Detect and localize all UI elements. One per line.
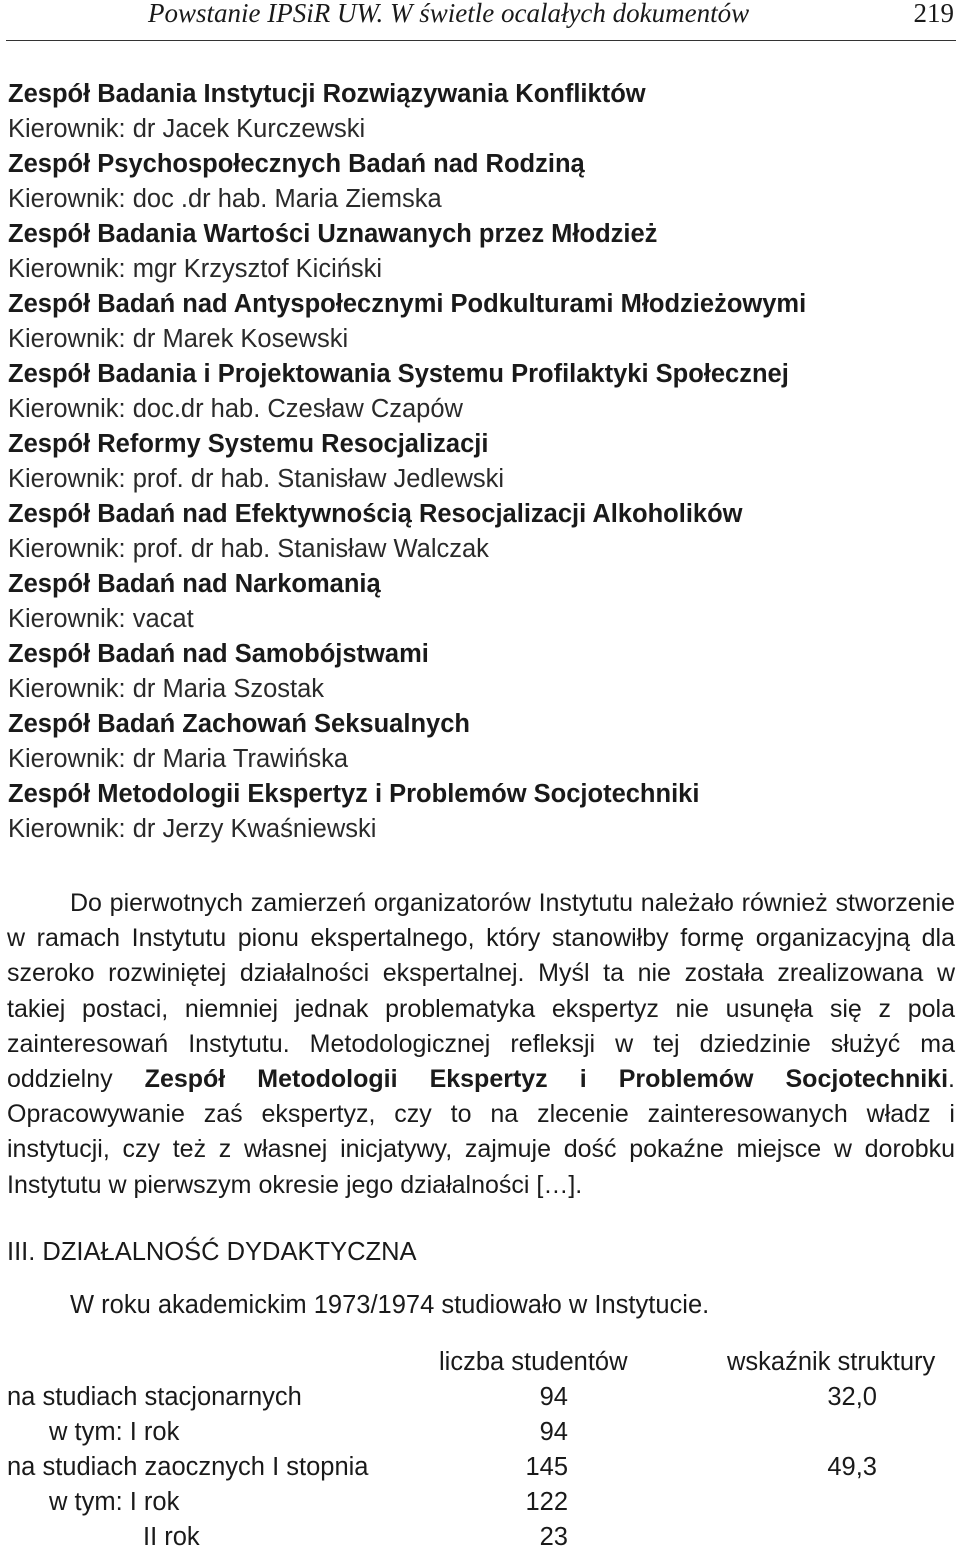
team-item (8, 707, 956, 777)
row-index: 32,0 (827, 1383, 877, 1411)
team-item (8, 637, 956, 707)
row-label: na studiach zaocznych I stopnia (7, 1453, 369, 1481)
team-head: Kierownik: prof. dr hab. Stanisław Walczak (8, 535, 489, 563)
table-row (0, 1450, 960, 1485)
team-name: Zespół Badań nad Narkomanią (8, 570, 381, 598)
team-head: Kierownik: vacat (8, 605, 194, 633)
team-head: Kierownik: dr Marek Kosewski (8, 325, 349, 353)
table-row (0, 1520, 960, 1555)
page-header (0, 0, 960, 40)
paragraph-text-after: . Opracowywanie zaś ekspertyz, czy to na zlecenie zainteresowanych władz i instytucji, czy też z własnej inicjatywy, zajmuje dość pokaźne miejsce w dorobku Instytutu w pierwszym okresie jego działalności […]. (7, 1065, 955, 1199)
team-item (8, 357, 956, 427)
team-name: Zespół Psychospołecznych Badań nad Rodziną (8, 150, 585, 178)
team-item (8, 217, 956, 287)
paragraph-text (7, 886, 955, 1203)
team-head: Kierownik: mgr Krzysztof Kiciński (8, 255, 383, 283)
row-index: 49,3 (827, 1453, 877, 1481)
row-label: na studiach stacjonarnych (7, 1383, 302, 1411)
team-head: Kierownik: dr Maria Szostak (8, 675, 325, 703)
running-title: Powstanie IPSiR UW. W świetle ocalałych dokumentów (148, 0, 750, 28)
team-item (8, 777, 956, 847)
paragraph-bold-team-name: Zespół Metodologii Ekspertyz i Problemów Socjotechniki (144, 1065, 949, 1094)
row-label: w tym: I rok (49, 1488, 180, 1516)
team-name: Zespół Badań nad Efektywnością Resocjalizacji Alkoholików (8, 500, 743, 528)
team-name: Zespół Badania Wartości Uznawanych przez Młodzież (8, 220, 658, 248)
team-list (8, 77, 956, 847)
row-count: 145 (525, 1453, 568, 1481)
team-name: Zespół Badań nad Antyspołecznymi Podkulturami Młodzieżowymi (8, 290, 807, 318)
team-name: Zespół Badań Zachowań Seksualnych (8, 710, 470, 738)
team-item (8, 287, 956, 357)
row-count: 94 (539, 1418, 568, 1446)
section-heading: III. DZIAŁALNOŚĆ DYDAKTYCZNA (7, 1238, 417, 1266)
team-head: Kierownik: doc.dr hab. Czesław Czapów (8, 395, 463, 423)
row-label: II rok (143, 1523, 200, 1551)
team-name: Zespół Badania i Projektowania Systemu Profilaktyki Społecznej (8, 360, 789, 388)
header-rule (6, 40, 956, 41)
team-item (8, 147, 956, 217)
row-count: 122 (525, 1488, 568, 1516)
table-row (0, 1485, 960, 1520)
table-row (0, 1415, 960, 1450)
body-paragraph (7, 886, 955, 1203)
team-name: Zespół Reformy Systemu Resocjalizacji (8, 430, 489, 458)
team-name: Zespół Badania Instytucji Rozwiązywania Konfliktów (8, 80, 646, 108)
team-item (8, 567, 956, 637)
column-header-count: liczba studentów (439, 1348, 628, 1376)
team-name: Zespół Metodologii Ekspertyz i Problemów Socjotechniki (8, 780, 700, 808)
team-item (8, 427, 956, 497)
table-header-row (0, 1345, 960, 1380)
table-row (0, 1380, 960, 1415)
row-count: 23 (539, 1523, 568, 1551)
row-label: w tym: I rok (49, 1418, 180, 1446)
team-head: Kierownik: dr Jerzy Kwaśniewski (8, 815, 377, 843)
team-name: Zespół Badań nad Samobójstwami (8, 640, 429, 668)
paragraph-text-before: Do pierwotnych zamierzeń organizatorów Instytutu należało również stworzenie w ramach Instytutu pionu ekspertalnego, który stanowiłby formę organizacyjną dla szeroko rozwiniętej działalności ekspertalnej. Myśl ta nie została zrealizowana w takiej postaci, niemniej jednak problematyka ekspertyz nie usunęła się z pola zainteresowań Instytutu. Metodologicznej refleksji w tej dziedzinie służyć ma oddzielny (7, 889, 955, 1094)
row-count: 94 (539, 1383, 568, 1411)
team-head: Kierownik: dr Maria Trawińska (8, 745, 349, 773)
intro-sentence: W roku akademickim 1973/1974 studiowało w Instytucie. (70, 1291, 710, 1319)
team-item (8, 497, 956, 567)
stats-table (0, 1345, 960, 1555)
page-number: 219 (913, 0, 954, 28)
team-head: Kierownik: dr Jacek Kurczewski (8, 115, 366, 143)
column-header-index: wskaźnik struktury (727, 1348, 936, 1376)
team-head: Kierownik: doc .dr hab. Maria Ziemska (8, 185, 442, 213)
team-item (8, 77, 956, 147)
team-head: Kierownik: prof. dr hab. Stanisław Jedlewski (8, 465, 505, 493)
